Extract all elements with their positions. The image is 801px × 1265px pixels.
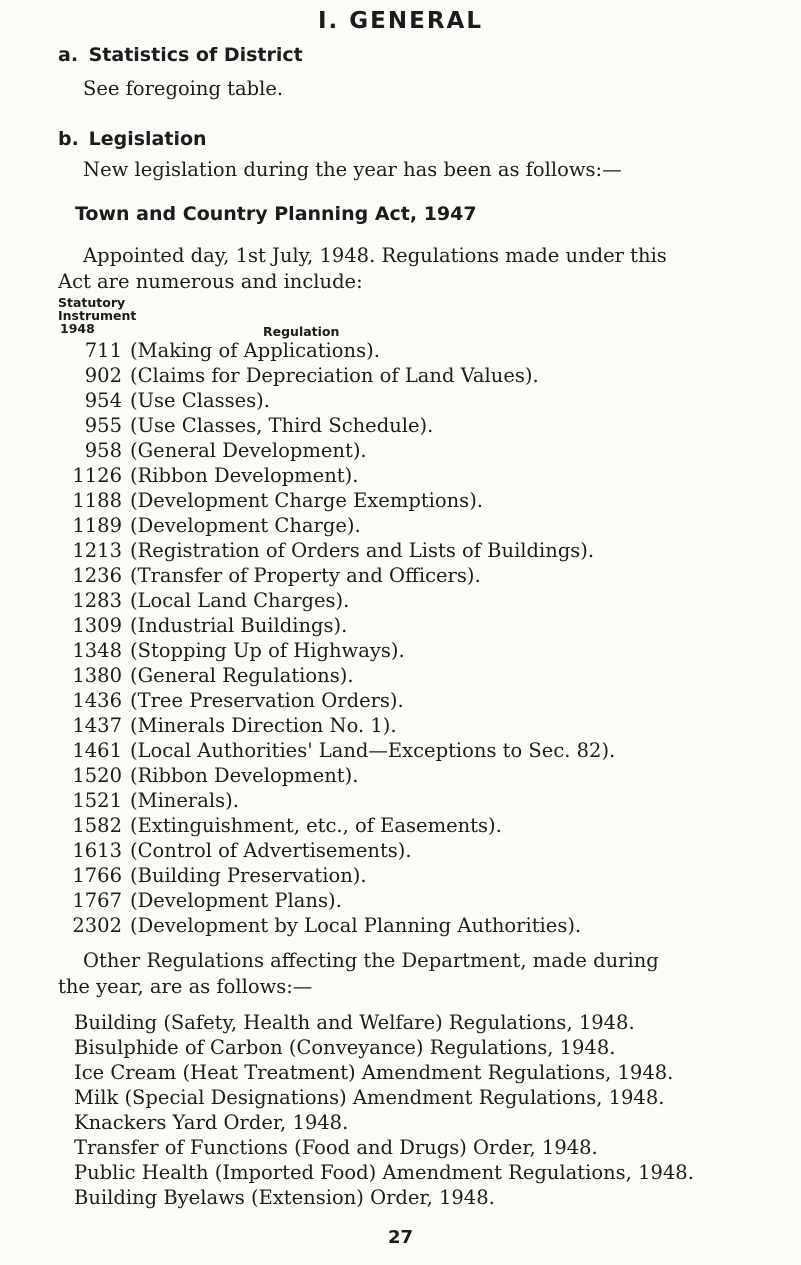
legislation-intro: New legislation during the year has been as follows:— (83, 158, 622, 181)
regulation-title: (Making of Applications). (130, 339, 380, 362)
regulation-title: (Development Charge Exemptions). (130, 489, 483, 512)
regulation-title: (General Regulations). (130, 664, 354, 687)
regulation-number: 1436 (72, 689, 122, 712)
section-b-heading (58, 128, 207, 150)
regulation-number: 955 (84, 414, 122, 437)
regulation-number: 2302 (72, 914, 122, 937)
other-regulations-intro-1: Other Regulations affecting the Department, made during (83, 949, 659, 972)
section-b-letter: b. (58, 128, 79, 150)
regulation-number: 1521 (72, 789, 122, 812)
other-regulation-item: Building (Safety, Health and Welfare) Regulations, 1948. (74, 1011, 635, 1034)
page-heading: I. GENERAL (317, 8, 484, 34)
section-a-text: See foregoing table. (83, 77, 284, 100)
regulation-title: (Minerals Direction No. 1). (130, 714, 397, 737)
regulation-number: 1283 (72, 589, 122, 612)
other-regulation-item: Milk (Special Designations) Amendment Regulations, 1948. (74, 1086, 665, 1109)
act-title: Town and Country Planning Act, 1947 (75, 203, 477, 225)
regulation-number: 1520 (72, 764, 122, 787)
regulation-title: (Ribbon Development). (130, 464, 359, 487)
regulation-title: (Registration of Orders and Lists of Buildings). (130, 539, 595, 562)
regulation-number: 1461 (72, 739, 122, 762)
regulation-title: (Ribbon Development). (130, 764, 359, 787)
regulation-title: (Development Charge). (130, 514, 361, 537)
regulation-title: (Extinguishment, etc., of Easements). (130, 814, 502, 837)
regulation-number: 1437 (72, 714, 122, 737)
regulation-title: (Minerals). (130, 789, 239, 812)
regulation-number: 1236 (72, 564, 122, 587)
regulation-number: 1613 (72, 839, 122, 862)
other-regulation-item: Ice Cream (Heat Treatment) Amendment Regulations, 1948. (74, 1061, 674, 1084)
regulation-title: (Use Classes). (130, 389, 270, 412)
regulation-title: (Industrial Buildings). (130, 614, 348, 637)
regulation-number: 1348 (72, 639, 122, 662)
regulation-title: (Transfer of Property and Officers). (130, 564, 481, 587)
column-header-regulation: Regulation (263, 324, 340, 339)
regulation-title: (Local Authorities' Land—Exceptions to Sec. 82). (130, 739, 616, 762)
regulation-title: (Control of Advertisements). (130, 839, 412, 862)
section-b-title: Legislation (88, 128, 207, 150)
section-a-letter: a. (58, 44, 79, 66)
other-regulation-item: Building Byelaws (Extension) Order, 1948. (74, 1186, 495, 1209)
regulation-number: 1309 (72, 614, 122, 637)
column-header-instrument-line-2: Instrument (58, 308, 137, 323)
column-header-instrument (58, 296, 136, 335)
regulation-number: 1188 (72, 489, 122, 512)
regulation-number: 1767 (72, 889, 122, 912)
column-header-instrument-line-1: Statutory (58, 295, 126, 310)
other-regulation-item: Bisulphide of Carbon (Conveyance) Regulations, 1948. (74, 1036, 616, 1059)
regulation-number: 1582 (72, 814, 122, 837)
other-regulations-intro-2: the year, are as follows:— (58, 975, 313, 998)
regulation-title: (Claims for Depreciation of Land Values). (130, 364, 539, 387)
regulation-number: 958 (84, 439, 122, 462)
regulation-number: 1126 (72, 464, 122, 487)
act-text-line-2: Act are numerous and include: (58, 270, 363, 293)
regulation-title: (Use Classes, Third Schedule). (130, 414, 434, 437)
regulation-title: (Development Plans). (130, 889, 342, 912)
section-a-title: Statistics of District (88, 44, 303, 66)
section-a-heading (58, 44, 303, 66)
page-number: 27 (387, 1227, 414, 1248)
regulation-title: (Development by Local Planning Authorities). (130, 914, 582, 937)
regulation-title: (General Development). (130, 439, 367, 462)
regulation-title: (Stopping Up of Highways). (130, 639, 405, 662)
regulation-number: 1213 (72, 539, 122, 562)
act-text-line-1: Appointed day, 1st July, 1948. Regulations made under this (83, 244, 667, 267)
regulation-number: 954 (84, 389, 122, 412)
regulation-number: 1380 (72, 664, 122, 687)
other-regulation-item: Public Health (Imported Food) Amendment Regulations, 1948. (74, 1161, 694, 1184)
regulation-title: (Building Preservation). (130, 864, 367, 887)
regulation-number: 1189 (72, 514, 122, 537)
regulation-title: (Tree Preservation Orders). (130, 689, 404, 712)
regulation-number: 1766 (72, 864, 122, 887)
column-header-year: 1948 (60, 321, 95, 336)
other-regulation-item: Transfer of Functions (Food and Drugs) Order, 1948. (74, 1136, 598, 1159)
regulation-number: 902 (84, 364, 122, 387)
regulation-title: (Local Land Charges). (130, 589, 350, 612)
other-regulation-item: Knackers Yard Order, 1948. (74, 1111, 349, 1134)
regulation-number: 711 (84, 339, 122, 362)
